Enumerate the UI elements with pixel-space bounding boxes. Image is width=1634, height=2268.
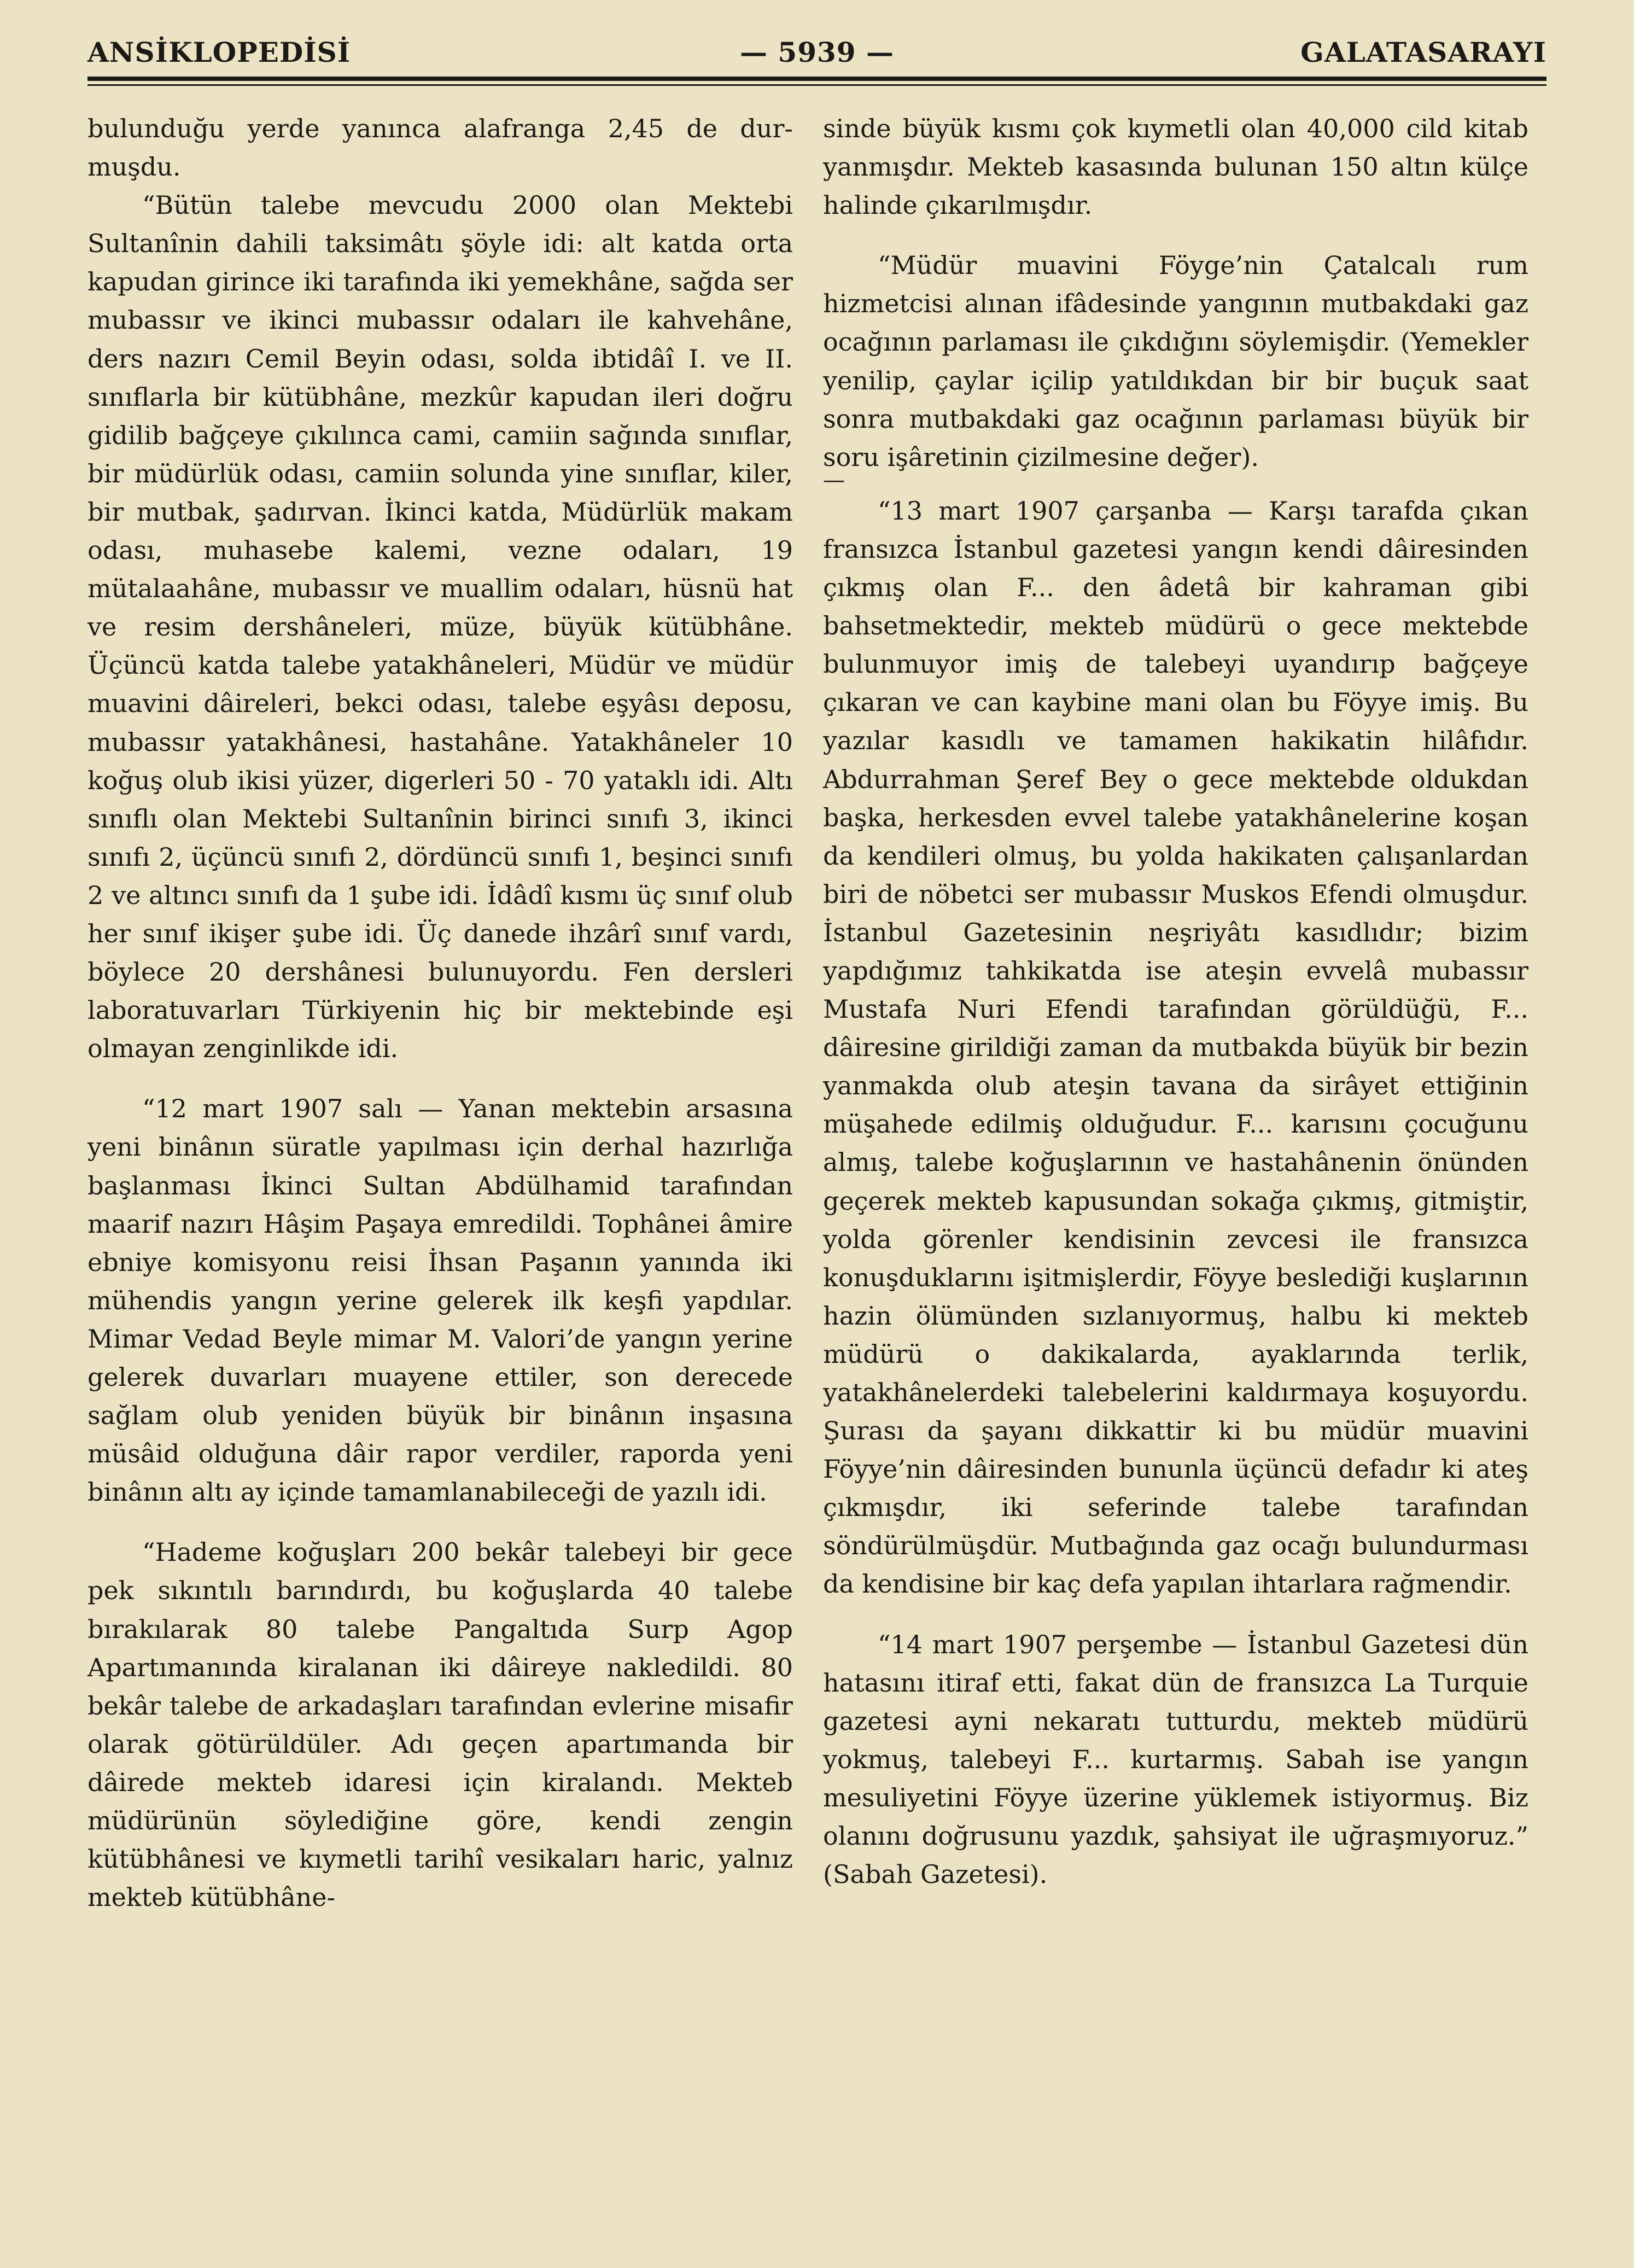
paragraph: sinde büyük kısmı çok kıymetli olan 40,000 cild kitab yanmışdır. Mekteb kasasında bulunan 150 altın külçe halinde çıkarılmışdır.	[823, 114, 1528, 220]
paragraph: “Bütün talebe mevcudu 2000 olan Mektebi Sultanînin dahili taksimâtı şöyle idi: alt katda orta kapudan girince iki tarafında iki yemekhâne, sağda ser mubassır ve ikinci mubassır odaları ile kahvehâne, ders nazırı Cemil Beyin odası, solda ibtidâî I. ve II. sınıflarla bir kütübhâne, mezkûr kapudan ileri doğru gidilib bağçeye çıkılınca cami, camiin sağında sınıflar, bir müdürlük odası, camiin solunda yine sınıflar, kiler, bir mutbak, şadırvan. İkinci katda, Müdürlük makam odası, muhasebe kalemi, vezne odaları, 19 mütalaahâne, mubassır ve muallim odaları, hüsnü hat ve resim dershâneleri, müze, büyük kütübhâne. Üçüncü katda talebe yatakhâneleri, Müdür ve müdür muavini dâireleri, bekci odası, talebe eşyâsı deposu, mubassır yatakhânesi, hastahâne. Yatakhâneler 10 koğuş olub ikisi yüzer, digerleri 50 - 70 yataklı idi. Altı sınıflı olan Mektebi Sultanînin birinci sınıfı 3, ikinci sınıfı 2, üçüncü sınıfı 2, dördüncü sınıfı 1, beşinci sınıfı 2 ve altıncı sınıfı da 1 şube idi. İdâdî kısmı üç sınıf olub her sınıf ikişer şube idi. Üç danede ihzârî sınıf vardı, böylece 20 dershânesi bulunuyordu. Fen dersleri laboratuvarları Türkiyenin hiç bir mektebinde eşi olmayan zenginlikde idi.	[87, 190, 793, 1064]
header-rule-thin	[87, 84, 1547, 86]
header-rule-thick	[87, 77, 1547, 81]
paragraph: “Müdür muavini Föyge’nin Çatalcalı rum hizmetcisi alınan ifâdesinde yangının mutbakdaki gaz ocağının parlaması ile çıkdığını söylemişdir. (Yemekler yenilip, çaylar içilip yatıldıkdan bir bir buçuk saat sonra mutbakdaki gaz ocağının parlaması büyük bir soru işâretinin çizilmesine değer).	[823, 250, 1528, 472]
header-page-number: — 5939 —	[740, 36, 894, 68]
paragraph: “13 mart 1907 çarşanba — Karşı tarafda çıkan fransızca İstanbul gazetesi yangın kendi dâiresinden çıkmış olan F... den âdetâ bir kahraman gibi bahsetmektedir, mekteb müdürü o gece mektebde bulunmuyor imiş de talebeyi uyandırıp bağçeye çıkaran ve can kaybine mani olan bu Föyye imiş. Bu yazılar kasıdlı ve tamamen hakikatin hilâfıdır. Abdurrahman Şeref Bey o gece mektebde oldukdan başka, herkesden evvel talebe yatakhânelerine koşan da kendileri olmuş, bu yolda hakikaten çalışanlardan biri de nöbetci ser mubassır Muskos Efendi olmuşdur. İstanbul Gazetesinin neşriyâtı kasıdlıdır; bizim yapdığımız tahkikatda ise ateşin evvelâ mubassır Mustafa Nuri Efendi tarafından görüldüğü, F... dâiresine girildiği zaman da mutbakda büyük bir bezin yanmakda olub ateşin tavana da sirâyet ettiğinin müşahede edilmiş olduğudur. F... karısını çocuğunu almış, talebe koğuşlarının ve hastahânenin önünden geçerek mekteb kapusundan sokağa çıkmış, gitmiştir, yolda görenler kendisinin zevcesi ile fransızca konuşduklarını işitmişlerdir, Föyye beslediği kuşlarının hazin ölümünden sızlanıyormuş, halbu ki mekteb müdürü o dakikalarda, ayaklarında terlik, yatakhânelerdeki talebelerini kaldırmaya koşuyordu. Şurası da şayanı dikkattir ki bu müdür muavini Föyye’nin dâiresinden bununla üçüncü defadır ki ateş çıkmışdır, iki seferinde talebe tarafından söndürülmüşdür. Mutbağında gaz ocağı bulundurması da kendisine bir kaç defa yapılan ihtarlara rağmendir.	[823, 495, 1528, 1599]
right-column	[823, 109, 1528, 1893]
header-article-title: GALATASARAYI	[1300, 36, 1547, 68]
paragraph: “Hademe koğuşları 200 bekâr talebeyi bir gece pek sıkıntılı barındırdı, bu koğuşlarda 40 talebe bırakılarak 80 talebe Pangaltıda Surp Agop Apartımanında kiralanan iki dâireye nakledildi. 80 bekâr talebe de arkadaşları tarafından evlerine misafir olarak götürüldüler. Adı geçen apartımanda bir dâirede mekteb idaresi için kiralandı. Mekteb müdürünün söylediğine göre, kendi zengin kütübhânesi ve kıymetli tarihî vesikaları haric, yalnız mekteb kütübhâne-	[87, 1537, 793, 1913]
paragraph: bulunduğu yerde yanınca alafranga 2,45 de dur- muşdu.	[87, 114, 793, 182]
separator-dash: —	[823, 467, 845, 493]
page-header	[87, 33, 1547, 77]
paragraph: “14 mart 1907 perşembe — İstanbul Gazetesi dün hatasını itiraf etti, fakat dün de fransızca La Turquie gazetesi ayni nekaratı tutturdu, mekteb müdürü yokmuş, talebeyi F... kurtarmış. Sabah ise yangın mesuliyetini Föyye üzerine yüklemek istiyormuş. Biz olanını doğrusunu yazdık, şahsiyat ile uğraşmıyoruz.” (Sabah Gazetesi).	[823, 1629, 1528, 1890]
paragraph: “12 mart 1907 salı — Yanan mektebin arsasına yeni binânın süratle yapılması için derhal hazırlığa başlanması İkinci Sultan Abdülhamid tarafından maarif nazırı Hâşim Paşaya emredildi. Tophânei âmire ebniye komisyonu reisi İhsan Paşanın yanında iki mühendis yangın yerine gelerek ilk keşfi yapdılar. Mimar Vedad Beyle mimar M. Valori’de yangın yerine gelerek duvarları muayene ettiler, son derecede sağlam olub yeniden büyük bir binânın inşasına müsâid olduğuna dâir rapor verdiler, raporda yeni binânın altı ay içinde tamamlanabileceği de yazılı idi.	[87, 1094, 793, 1507]
header-encyclopedia-title: ANSİKLOPEDİSİ	[87, 36, 351, 68]
left-column	[87, 109, 793, 1916]
